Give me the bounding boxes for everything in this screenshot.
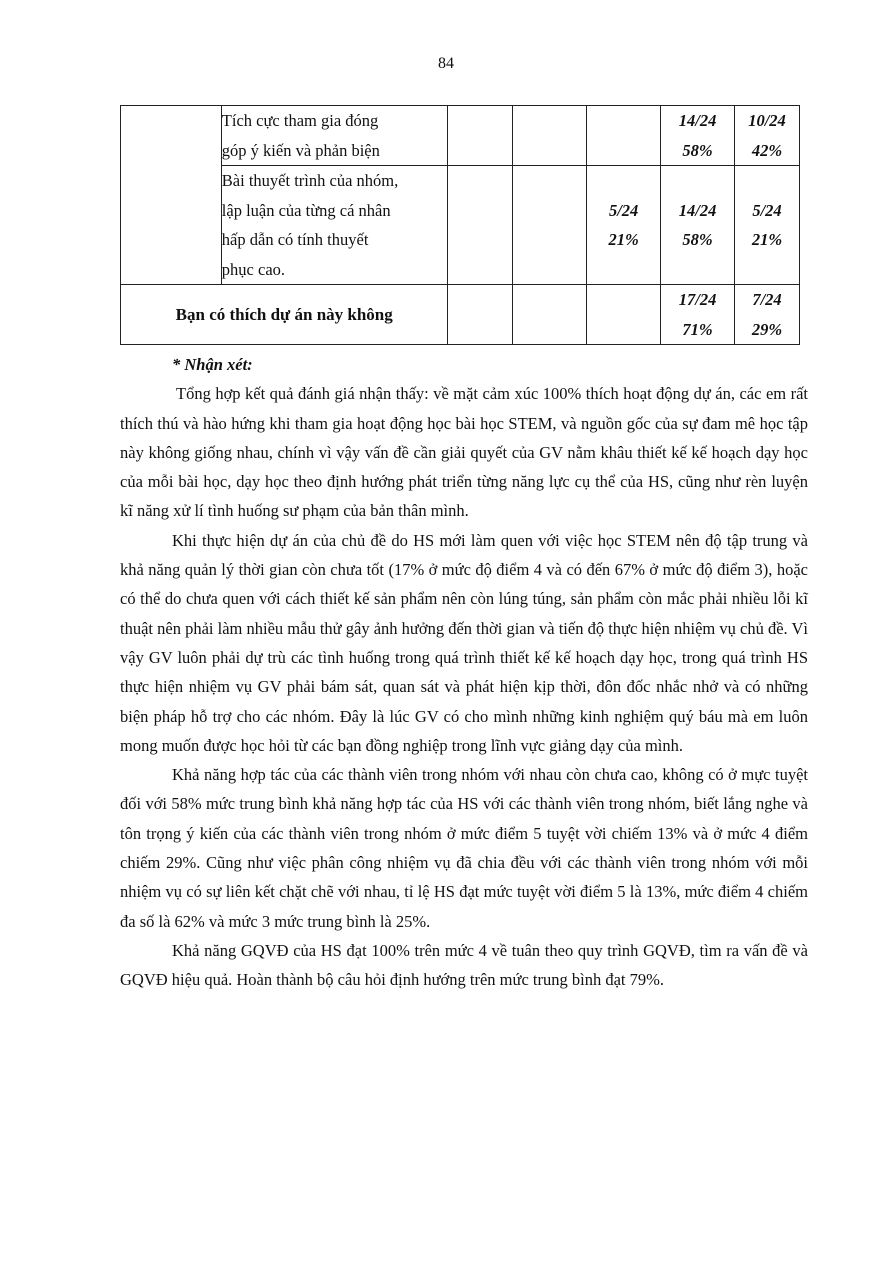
paragraph: Khả năng GQVĐ của HS đạt 100% trên mức 4 về tuân theo quy trình GQVĐ, tìm ra vấn đề và GQVĐ hiệu quả. Hoàn thành bộ câu hỏi định hướng trên mức trung bình đạt 79%. [120,940,808,990]
percent-value: 58% [682,230,713,249]
empty-cell [448,285,513,345]
page-number: 84 [438,55,454,72]
comment-section [120,350,808,995]
criterion-line: Tích cực tham gia đóng [221,111,379,130]
criterion-line: lập luận của từng cá nhân [221,200,391,220]
percent-value: 21% [608,230,639,249]
score-cell [735,285,800,345]
empty-cell [587,285,661,345]
criterion-line: Bài thuyết trình của nhóm, [221,171,399,190]
score-cell [661,106,735,166]
percent-value: 29% [751,319,783,339]
paragraph: Tổng hợp kết quả đánh giá nhận thấy: về mặt cảm xúc 100% thích hoạt động dự án, các em rất thích thú và hào hứng khi tham gia hoạt động học bài học STEM, và nguồn gốc của sự đam mê học tập này không giống nhau, chính vì vậy vấn đề cần giải quyết của GV nằm khâu thiết kế kế hoạch dạy học của mỗi bài học, dạy học theo định hướng phát triển từng năng lực cụ thể của HS, cũng như rèn luyện kĩ năng xử lí tình huống sư phạm của bản thân mình. [120,384,808,521]
count-value: 17/24 [678,290,717,309]
score-cell [735,166,800,285]
empty-cell [513,285,587,345]
table-row [121,285,800,345]
empty-cell [448,106,513,166]
empty-cell [513,106,587,166]
percent-value: 42% [751,140,783,160]
evaluation-table [120,105,800,345]
score-cell [587,166,661,285]
comment-heading: * Nhận xét: [172,355,253,374]
empty-cell [587,106,661,166]
criterion-cell [221,166,448,285]
paragraph: Khi thực hiện dự án của chủ đề do HS mới làm quen với việc học STEM nên độ tập trung và khả năng quản lý thời gian còn chưa tốt (17% ở mức độ điểm 4 và có đến 67% ở mức độ điểm 3), hoặc có thể do chưa quen với cách thiết kế sản phẩm nên còn lúng túng, sản phẩm còn mắc phải nhiều lỗi kĩ thuật nên phải làm nhiều mẫu thử gây ảnh hưởng đến thời gian và tiến độ thực hiện nhiệm vụ chủ đề. Vì vậy GV luôn phải dự trù các tình huống trong quá trình thiết kế kế hoạch dạy học, trong quá trình HS thực hiện nhiệm vụ GV phải bám sát, quan sát và phát hiện kịp thời, đôn đốc nhắc nhở và có những biện pháp hỗ trợ cho các nhóm. Đây là lúc GV có cho mình những kinh nghiệm quý báu mà em luôn mong muốn được học hỏi từ các bạn đồng nghiệp trong lĩnh vực giảng dạy của mình. [120,530,808,755]
percent-value: 71% [682,319,713,339]
count-value: 5/24 [608,200,639,220]
count-value: 10/24 [748,111,786,130]
criterion-cell [221,106,448,166]
score-cell [735,106,800,166]
criterion-line: phục cao. [221,259,286,279]
empty-cell [513,166,587,285]
count-value: 14/24 [678,111,717,130]
score-cell [661,166,735,285]
table-row [121,106,800,166]
empty-cell [448,166,513,285]
percent-value: 21% [751,230,783,249]
summary-question-cell: Bạn có thích dự án này không [121,285,448,345]
count-value: 5/24 [752,200,782,220]
percent-value: 58% [682,140,713,160]
count-value: 14/24 [678,200,717,220]
table-row [121,166,800,285]
criterion-line: hấp dẫn có tính thuyết [221,230,369,249]
score-cell [661,285,735,345]
criteria-group-cell [121,106,222,285]
criterion-line: góp ý kiến và phản biện [221,140,380,160]
paragraph: Khả năng hợp tác của các thành viên trong nhóm với nhau còn chưa cao, không có ở mực tuyệt đối với 58% mức trung bình khả năng hợp tác của HS với các thành viên trong nhóm, biết lắng nghe và tôn trọng ý kiến của các thành viên trong nhóm ở mức điểm 5 tuyệt vời chiếm 13% và ở mức 4 điểm chiếm 29%. Cũng như việc phân công nhiệm vụ đã chia đều với các thành viên trong nhóm với mỗi nhiệm vụ có sự liên kết chặt chẽ với nhau, tỉ lệ HS đạt mức tuyệt vời điểm 5 là 13%, mức điểm 4 chiếm đa số là 62% và mức 3 mức trung bình là 25%. [120,765,808,931]
count-value: 7/24 [752,290,782,309]
